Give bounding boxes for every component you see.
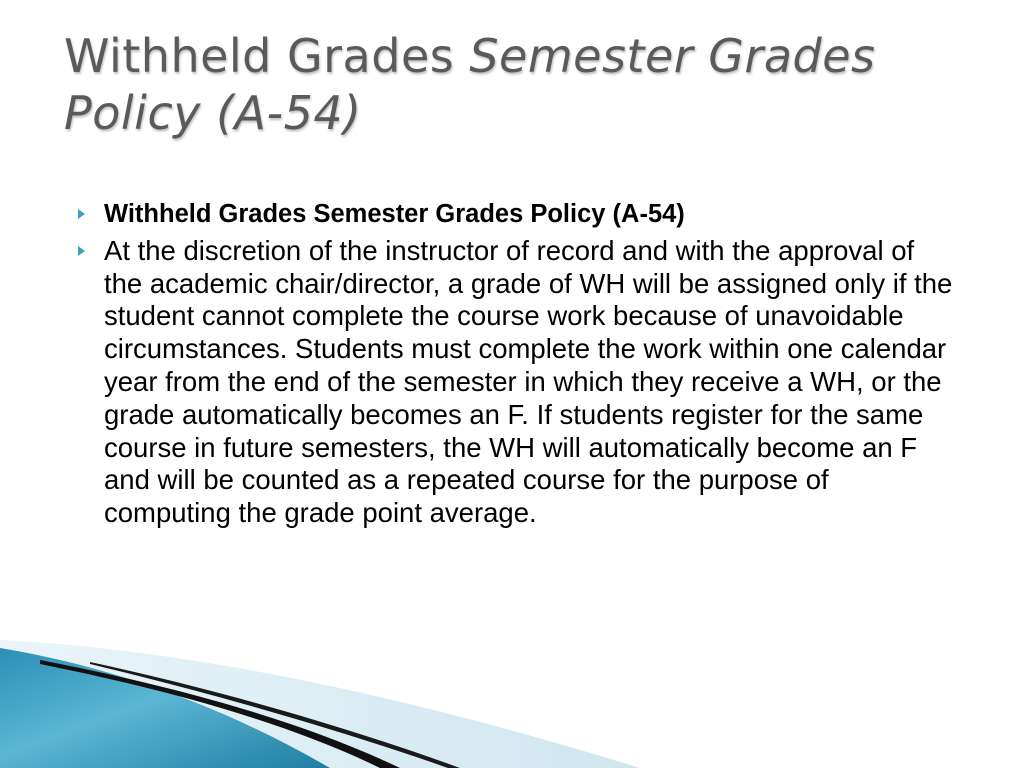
bullet-text: At the discretion of the instructor of record and with the approval of the academic chair/director, a grade of WH will be assigned only if the student cannot complete the course work because of unavoidable circumstances. Students must complete the work within one calendar year from the end of the semester in which they receive a WH, or the grade automatically becomes an F. If students register for the same course in future semesters, the WH will automatically become an F and will be counted as a repeated course for the purpose of computing the grade point average. xyxy=(104,234,953,529)
slide-title xyxy=(64,28,964,142)
slide-title-italic: Semester Grades Policy (A-54) xyxy=(64,29,876,140)
slide-body xyxy=(74,198,954,534)
bullet-text: Withheld Grades Semester Grades Policy (A-54) xyxy=(104,200,685,228)
triangle-right-icon xyxy=(78,246,85,256)
bullet-item-policy xyxy=(74,235,954,530)
wave-blue-layer xyxy=(0,648,330,768)
wave-light-layer xyxy=(0,640,640,768)
wave-dark-stripe xyxy=(40,660,400,768)
bullet-item-heading xyxy=(74,198,954,231)
slide-title-main: Withheld Grades xyxy=(64,29,470,83)
wave-thin-stripe xyxy=(90,662,460,768)
triangle-right-icon xyxy=(78,209,85,219)
